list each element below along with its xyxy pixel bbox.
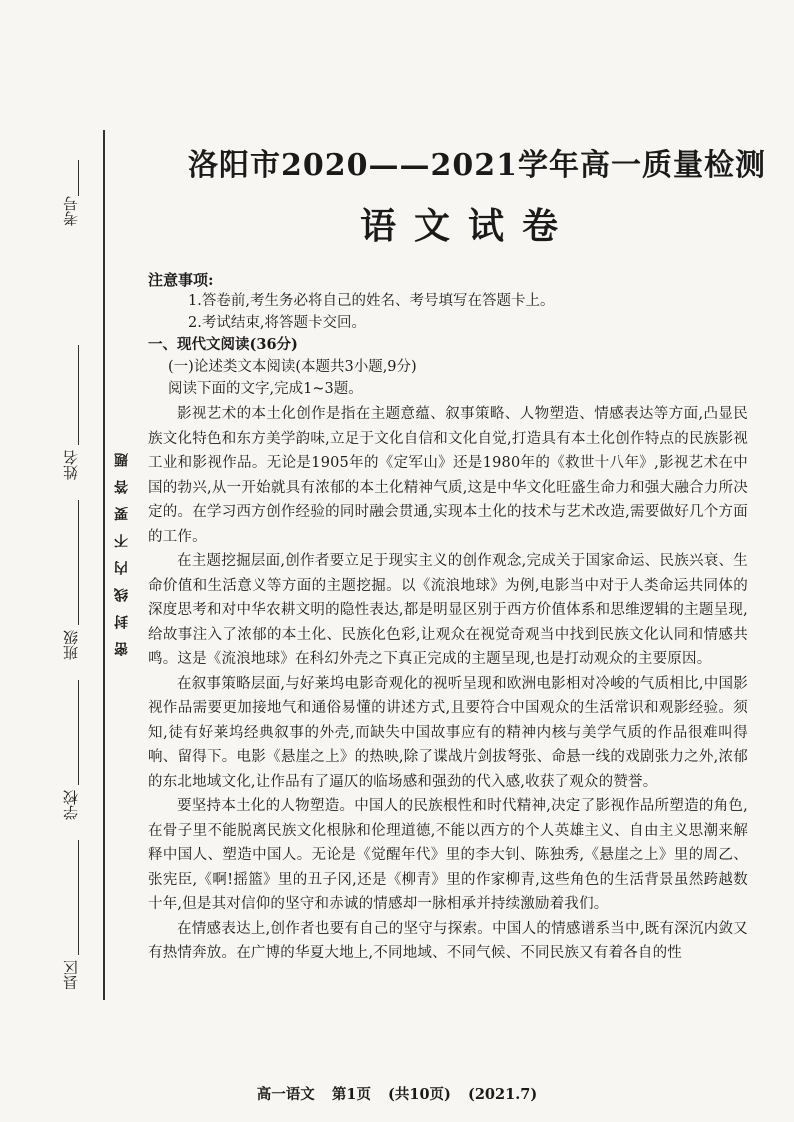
- footer-page: 第1页: [331, 1086, 371, 1103]
- passage-paragraph: 在叙事策略层面,与好莱坞电影奇观化的视听呈现和欧洲电影相对冷峻的气质相比,中国影视作品需要更加接地气和通俗易懂的讲述方式,且要符合中国观众的生活常识和观影经验。须知,徒有好莱坞经典叙事的外壳,而缺失中国故事应有的精神内核与美学气质的作品很难叫得响、留得下。电影《悬崖之上》的热映,除了谍战片剑拔弩张、命悬一线的戏剧张力之外,浓郁的东北地域文化,让作品有了逼仄的临场感和强劲的代入感,收获了观众的赞誉。: [148, 675, 748, 790]
- school-label: 学校: [62, 790, 80, 820]
- passage-paragraph: 在主题挖掘层面,创作者要立足于现实主义的创作观念,完成关于国家命运、民族兴衰、生命价值和生活意义等方面的主题挖掘。以《流浪地球》为例,电影当中对于人类命运共同体的深度思考和对中华农耕文明的隐性表达,都是明显区别于西方价值体系和思维逻辑的主题呈现,给故事注入了浓郁的本土化、民族化色彩,让观众在视觉奇观当中找到民族文化认同和情感共鸣。这是《流浪地球》在科幻外壳之下真正完成的主题呈现,也是打动观众的主要原因。: [148, 553, 748, 667]
- footer-subject: 高一语文: [256, 1086, 315, 1103]
- name-blank: [78, 345, 79, 445]
- name-label: 姓名: [62, 450, 80, 480]
- class-label: 班级: [62, 630, 80, 660]
- binding-line: [103, 130, 105, 1000]
- footer-date: (2021.7): [467, 1086, 538, 1103]
- exam-subtitle: 语文试卷: [359, 205, 576, 247]
- notice-heading: 注意事项:: [148, 271, 214, 289]
- passage-paragraph: 要坚持本土化的人物塑造。中国人的民族根性和时代精神,决定了影视作品所塑造的角色,在骨子里不能脱离民族文化根脉和伦理道德,不能以西方的个人英雄主义、自由主义思潮来解释中国人、塑造中国人。无论是《觉醒年代》里的李大钊、陈独秀,《悬崖之上》里的周乙、张宪臣,《啊!摇篮》里的丑子冈,还是《柳青》里的作家柳青,这些角色的生活背景虽然跨越数十年,但是其对信仰的坚守和赤诚的情感却一脉相承并持续激励着我们。: [148, 798, 748, 912]
- notice-item: 2.考试结束,将答题卡交回。: [188, 315, 366, 331]
- county-label: 县区: [62, 960, 80, 990]
- section-heading: 一、现代文阅读(36分): [148, 336, 298, 353]
- kaohao-blank: [78, 160, 79, 196]
- notice-item: 1.答卷前,考生务必将自己的姓名、考号填写在答题卡上。: [188, 293, 555, 309]
- subsection-heading: (一)论述类文本阅读(本题共3小题,9分): [168, 359, 417, 375]
- class-blank: [78, 500, 79, 625]
- footer-total: (共10页): [388, 1086, 451, 1103]
- seal-line-notice: 密封线内不要答题: [114, 440, 130, 656]
- passage-paragraph: 影视艺术的本土化创作是指在主题意蕴、叙事策略、人物塑造、情感表达等方面,凸显民族文化特色和东方美学韵味,立足于文化自信和文化自觉,打造具有本土化创作特点的民族影视工业和影视作品。无论是1905年的《定军山》还是1980年的《救世十八年》,影视艺术在中国的勃兴,从一开始就具有浓郁的本土化精神气质,这是中华文化旺盛生命力和强大融合力所决定的。在学习西方创作经验的同时融会贯通,实现本土化的技术与艺术改造,需要做好几个方面的工作。: [148, 406, 748, 545]
- passage-paragraph: 在情感表达上,创作者也要有自己的坚守与探索。中国人的情感谱系当中,既有深沉内敛又有热情奔放。在广博的华夏大地上,不同地域、不同气候、不同民族又有着各自的性: [148, 920, 748, 961]
- reading-instruction: 阅读下面的文字,完成1~3题。: [168, 381, 363, 397]
- school-blank: [78, 680, 79, 785]
- exam-title: 洛阳市2020——2021学年高一质量检测: [188, 148, 766, 183]
- county-blank: [78, 840, 79, 955]
- page-footer: [0, 1083, 794, 1104]
- kaohao-label: 考号: [62, 196, 80, 226]
- exam-content: [148, 140, 766, 966]
